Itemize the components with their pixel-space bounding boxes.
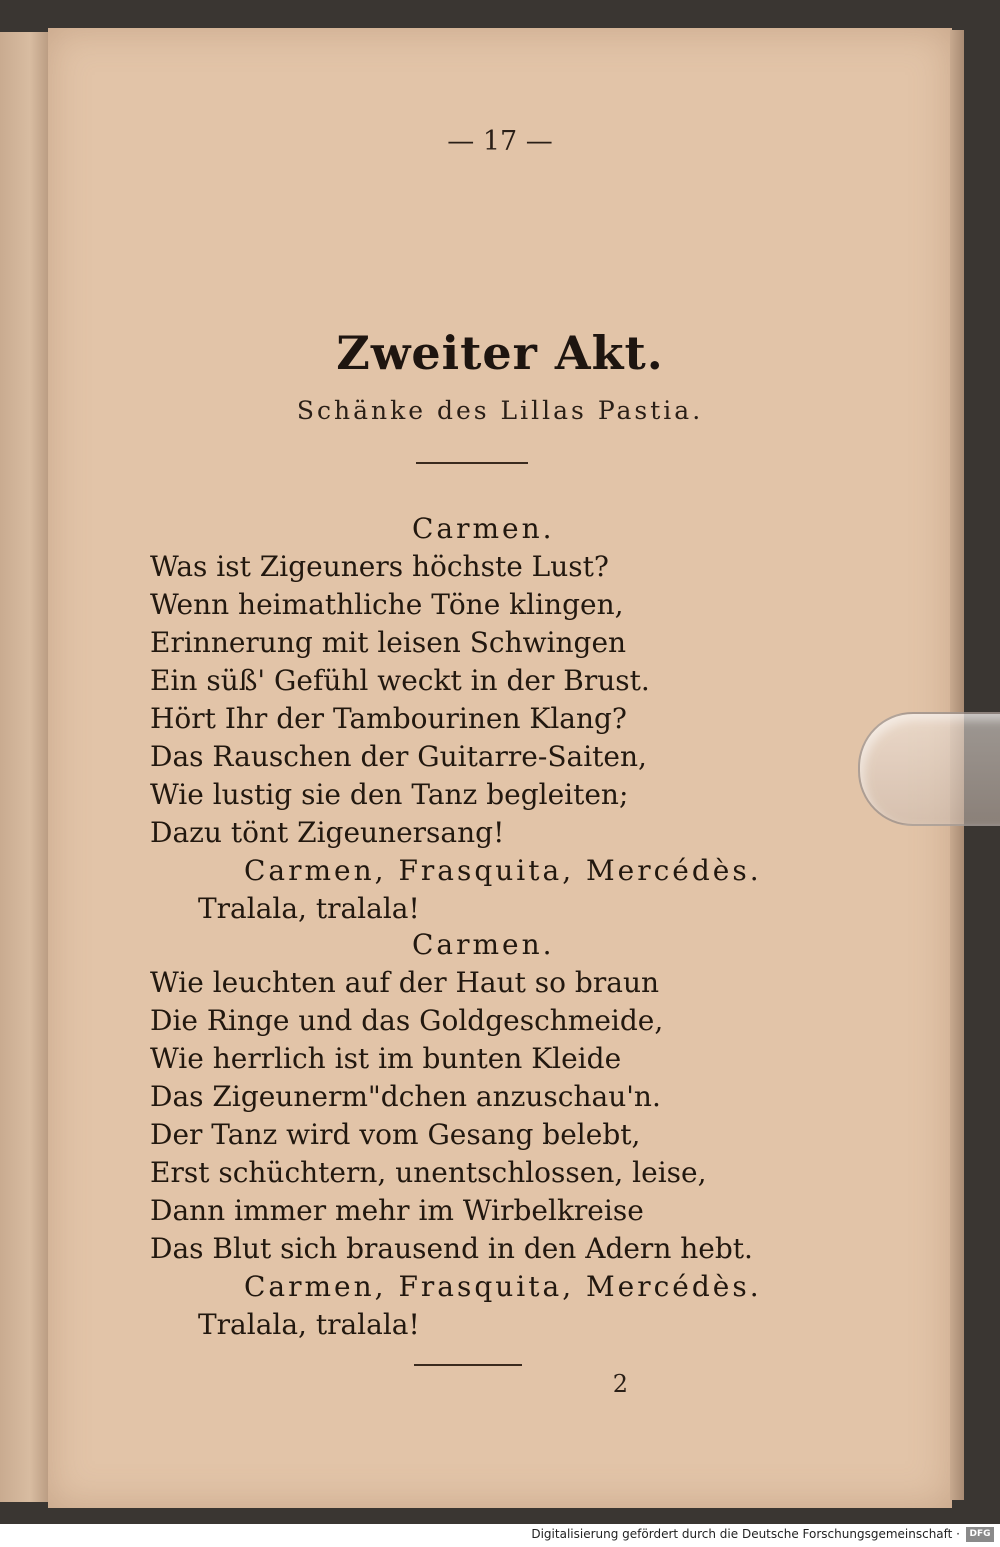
facing-page-edge xyxy=(0,32,52,1502)
glass-page-clip xyxy=(858,712,1000,826)
footer-credit: Digitalisierung gefördert durch die Deutsche Forschungsgemeinschaft · xyxy=(531,1527,960,1541)
verse-line: Wie lustig sie den Tanz begleiten; xyxy=(150,778,629,811)
verse-line: Dazu tönt Zigeunersang! xyxy=(150,816,505,849)
title-divider xyxy=(416,462,528,464)
verse-line: Der Tanz wird vom Gesang belebt, xyxy=(150,1118,641,1151)
verse-line: Erinnerung mit leisen Schwingen xyxy=(150,626,627,659)
verse-line: Die Ringe und das Goldgeschmeide, xyxy=(150,1004,664,1037)
verse-line: Hört Ihr der Tambourinen Klang? xyxy=(150,702,627,735)
footer-bar xyxy=(0,1524,1000,1547)
page-number: — 17 — xyxy=(447,126,553,157)
refrain-line: Tralala, tralala! xyxy=(198,892,420,925)
speaker-line: Carmen, Frasquita, Mercédès. xyxy=(244,1270,762,1303)
verse-line: Was ist Zigeuners höchste Lust? xyxy=(150,550,609,583)
verse-line: Ein süß' Gefühl weckt in der Brust. xyxy=(150,664,650,697)
verse-line: Dann immer mehr im Wirbelkreise xyxy=(150,1194,644,1227)
verse-line: Wie leuchten auf der Haut so braun xyxy=(150,966,660,999)
verse-line: Das Zigeunerm"dchen anzuschau'n. xyxy=(150,1080,661,1113)
speaker-line: Carmen. xyxy=(412,512,555,545)
act-title: Zweiter Akt. xyxy=(336,326,664,380)
verse-line: Das Blut sich brausend in den Adern hebt. xyxy=(150,1232,753,1265)
book-page xyxy=(48,28,952,1508)
speaker-line: Carmen. xyxy=(412,928,555,961)
verse-line: Das Rauschen der Guitarre-Saiten, xyxy=(150,740,647,773)
bottom-divider xyxy=(414,1364,522,1366)
dfg-logo-icon: DFG xyxy=(966,1527,994,1542)
verse-line: Wenn heimathliche Töne klingen, xyxy=(150,588,624,621)
speaker-line: Carmen, Frasquita, Mercédès. xyxy=(244,854,762,887)
scene-heading: Schänke des Lillas Pastia. xyxy=(296,396,704,425)
signature-mark: 2 xyxy=(612,1370,628,1398)
refrain-line: Tralala, tralala! xyxy=(198,1308,420,1341)
verse-line: Erst schüchtern, unentschlossen, leise, xyxy=(150,1156,707,1189)
verse-line: Wie herrlich ist im bunten Kleide xyxy=(150,1042,622,1075)
